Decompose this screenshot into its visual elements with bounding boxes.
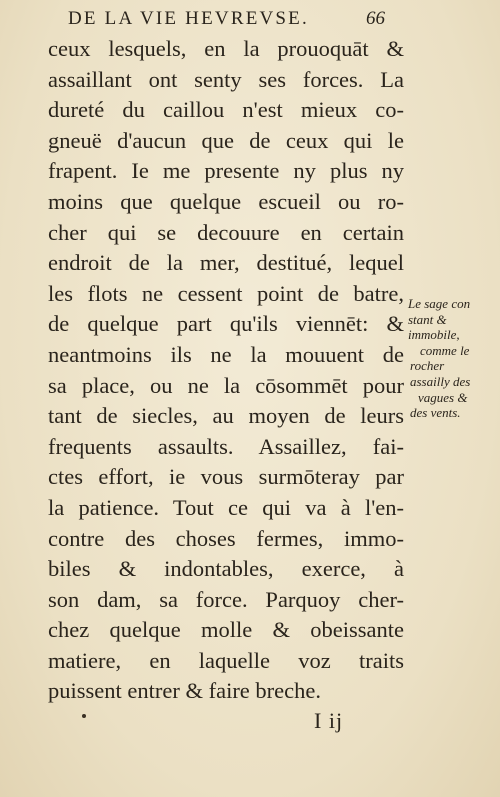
- text-line: moins que quelque escueil ou ro-: [48, 188, 404, 214]
- gloss-line: stant &: [408, 311, 447, 327]
- text-line: biles & indontables, exerce, à: [48, 556, 404, 582]
- text-line: frapent. Ie me presente ny plus ny: [48, 158, 404, 184]
- text-line: sa place, ou ne la cōsommēt pour: [48, 372, 404, 398]
- body-text: [48, 34, 404, 707]
- running-head: [68, 6, 398, 34]
- marginal-gloss: [406, 296, 498, 421]
- gloss-line: vagues &: [418, 389, 468, 405]
- signature-mark: I ij: [314, 708, 344, 733]
- running-title: DE LA VIE HEVREVSE.: [68, 8, 309, 29]
- text-line: son dam, sa force. Parquoy cher-: [48, 586, 404, 612]
- text-line: assaillant ont senty ses forces. La: [48, 66, 404, 92]
- text-line: dureté du caillou n'est mieux co-: [48, 97, 404, 123]
- gloss-line: comme le: [420, 342, 470, 358]
- gloss-line: Le sage con: [408, 296, 471, 311]
- text-line: ceux lesquels, en la prouoquāt &: [48, 36, 404, 61]
- text-line: chez quelque molle & obeissante: [48, 617, 404, 643]
- text-line: contre des choses fermes, immo-: [48, 525, 404, 551]
- text-line: frequents assaults. Assaillez, fai-: [48, 433, 404, 459]
- text-line: les flots ne cessent point de batre,: [48, 280, 404, 306]
- text-line: la patience. Tout ce qui va à l'en-: [48, 494, 404, 520]
- text-line: puissent entrer & faire breche.: [48, 678, 321, 704]
- gloss-line: immobile,: [408, 327, 460, 343]
- text-line: gneuë d'aucun que de ceux qui le: [48, 127, 404, 153]
- text-line: neantmoins ils ne la mouuent de: [48, 341, 404, 367]
- ink-dot: [82, 714, 86, 718]
- gloss-line: des vents.: [410, 405, 461, 421]
- text-line: tant de siecles, au moyen de leurs: [48, 403, 404, 429]
- gloss-line: rocher: [410, 358, 445, 374]
- text-line: cher qui se decouure en certain: [48, 219, 404, 245]
- gloss-line: assailly des: [410, 373, 471, 389]
- text-line: endroit de la mer, destitué, lequel: [48, 250, 404, 276]
- text-line: matiere, en laquelle voz traits: [48, 647, 404, 673]
- page-number: 66: [366, 8, 385, 29]
- text-line: ctes effort, ie vous surmōteray par: [48, 464, 404, 490]
- text-line: de quelque part qu'ils viennēt: &: [48, 311, 404, 337]
